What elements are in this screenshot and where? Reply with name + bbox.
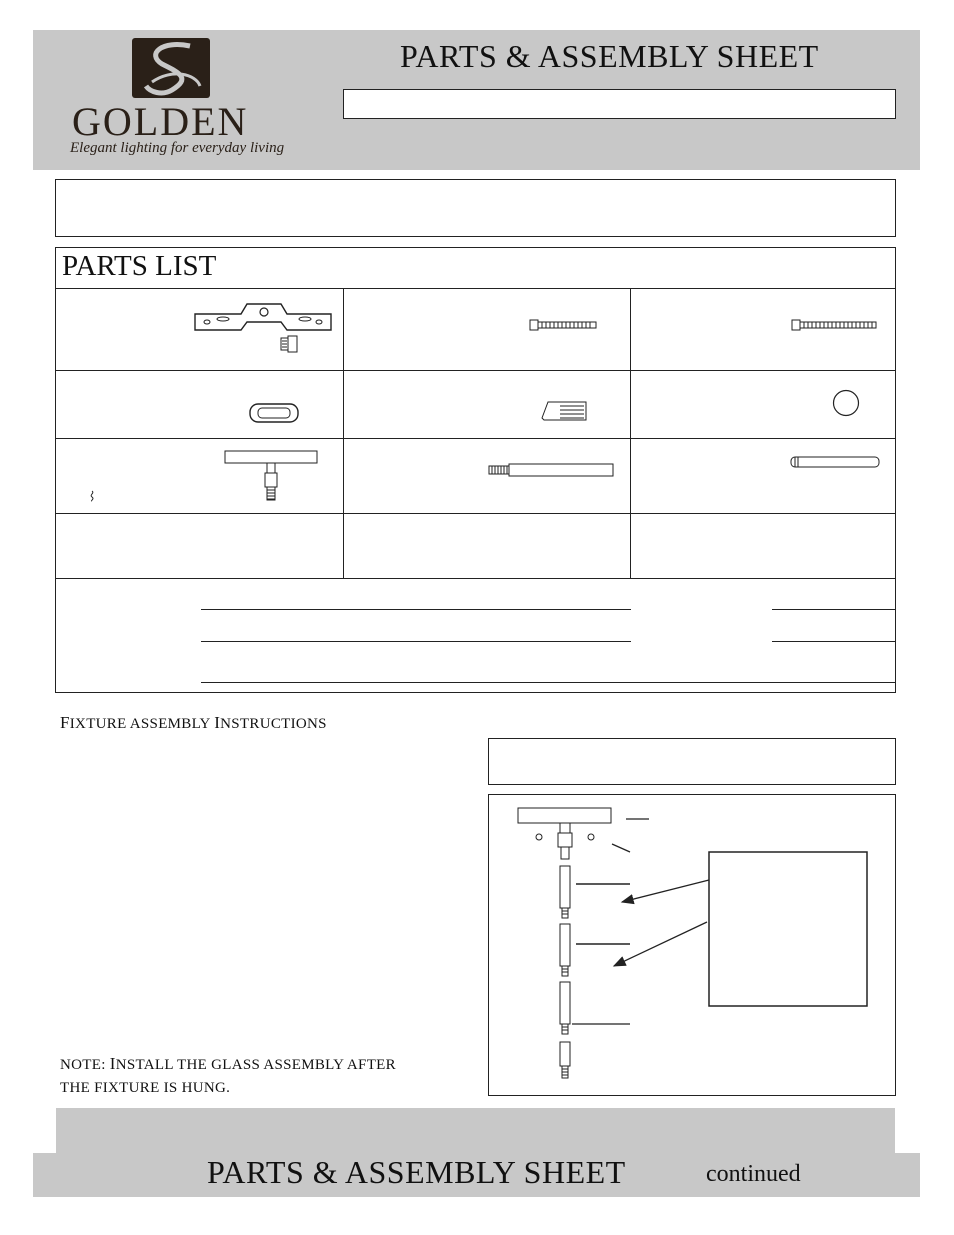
- fill-in-line: [201, 609, 631, 610]
- footer-band-upper: [56, 1108, 895, 1154]
- table-row-divider: [56, 438, 896, 439]
- stem-rod-long-icon: [790, 455, 882, 469]
- logo-tagline: Elegant lighting for everyday living: [70, 140, 285, 156]
- fill-in-line: [772, 609, 895, 610]
- fill-in-line: [201, 682, 895, 683]
- header-field-box: [343, 89, 896, 119]
- fill-in-line: [201, 641, 631, 642]
- instructions-heading: FIXTURE ASSEMBLY INSTRUCTIONS: [60, 713, 327, 732]
- crossbar-bracket-icon: [193, 296, 333, 358]
- logo-mark-icon: [132, 38, 212, 100]
- install-note-line-1: NOTE: INSTALL THE GLASS ASSEMBLY AFTER: [60, 1054, 396, 1073]
- stem-assembly-diagram: [488, 794, 896, 1096]
- parts-list-table: [55, 247, 896, 693]
- table-row-divider: [56, 578, 896, 579]
- small-hook-icon: [88, 490, 96, 502]
- table-row-divider: [56, 513, 896, 514]
- install-note: [60, 1052, 396, 1100]
- install-note-line-2: THE FIXTURE IS HUNG.: [60, 1080, 231, 1096]
- fill-in-line: [772, 641, 895, 642]
- instructions-header-box: [488, 738, 896, 785]
- table-col-divider: [343, 288, 344, 579]
- wire-nut-icon: [540, 400, 588, 422]
- extra-long-screw-icon: [790, 318, 878, 332]
- canopy-hook-assembly-icon: [224, 450, 318, 502]
- logo-brand-text: GOLDEN: [72, 99, 249, 144]
- parts-list-heading: PARTS LIST: [62, 250, 217, 282]
- footer-title: PARTS & ASSEMBLY SHEET: [207, 1154, 626, 1190]
- company-logo: [66, 36, 285, 164]
- table-row-divider: [56, 370, 896, 371]
- ball-icon: [832, 389, 860, 417]
- lock-washer-icon: [249, 403, 299, 423]
- table-col-divider: [630, 288, 631, 579]
- info-box: [55, 179, 896, 237]
- table-row-divider: [56, 288, 896, 289]
- stem-rod-short-icon: [487, 463, 615, 477]
- footer-continued: continued: [706, 1161, 801, 1187]
- long-screw-icon: [528, 318, 598, 332]
- page-title: PARTS & ASSEMBLY SHEET: [400, 38, 819, 74]
